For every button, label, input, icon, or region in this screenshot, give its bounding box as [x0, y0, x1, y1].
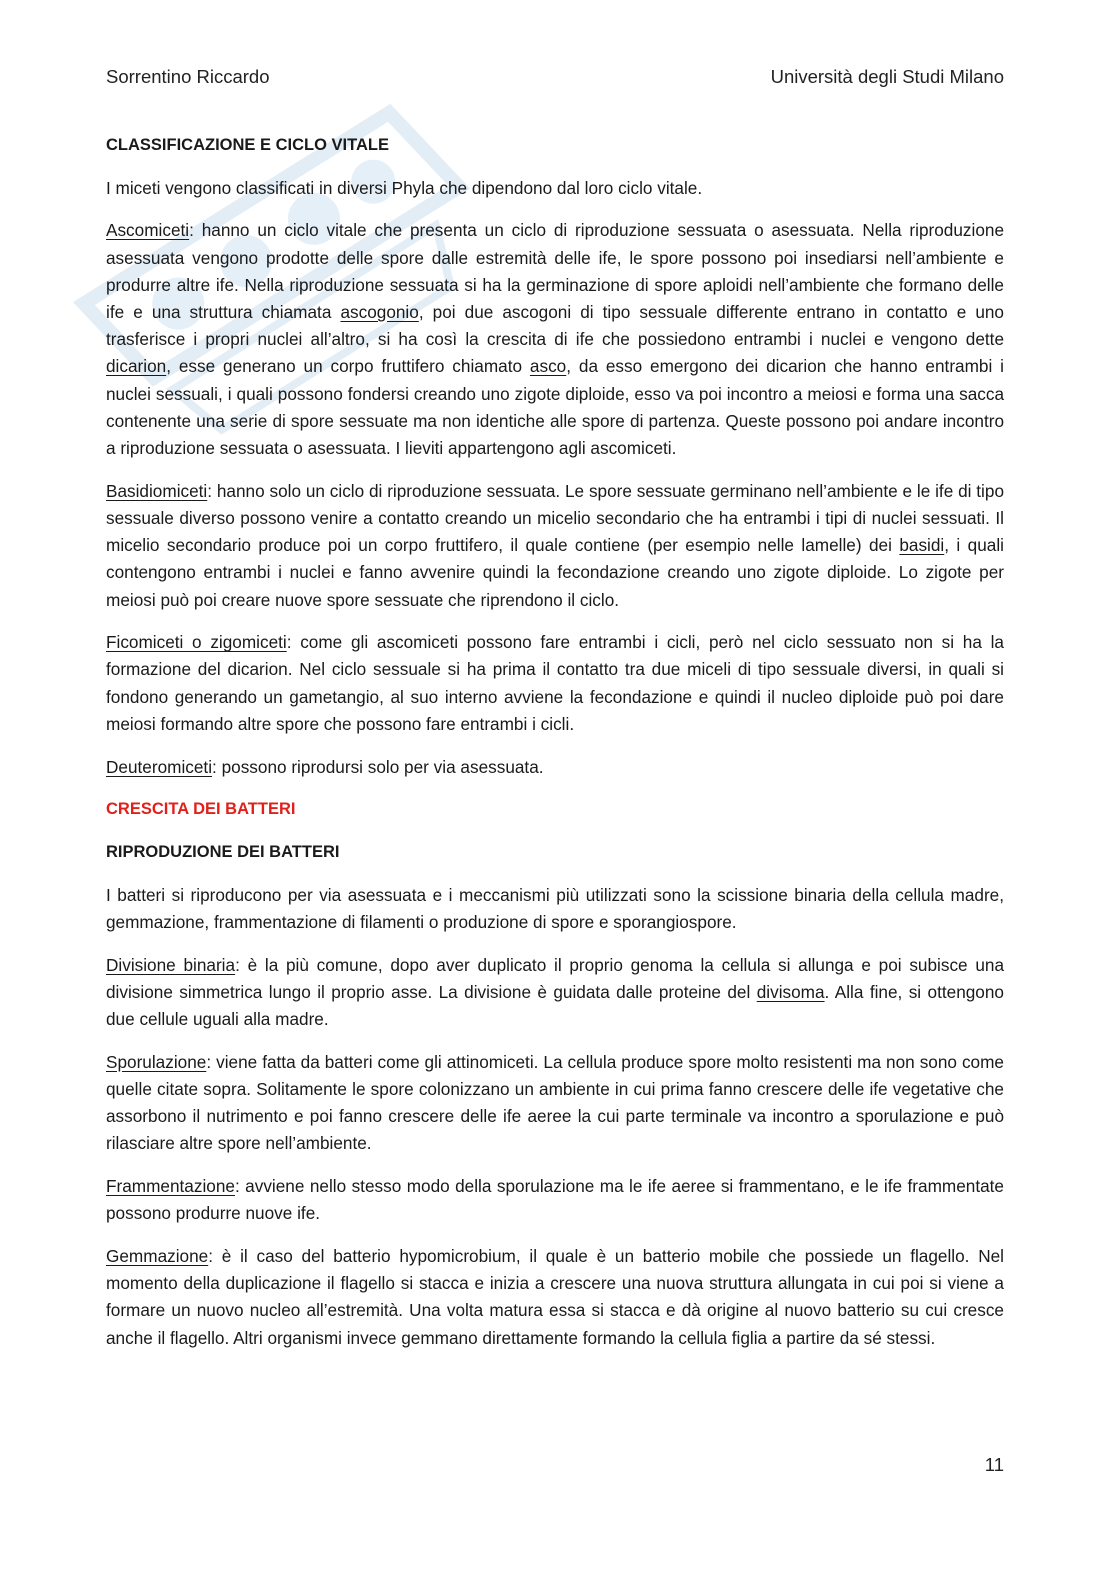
paragraph-frammentazione: Frammentazione: avviene nello stesso modo della sporulazione ma le ife aeree si frammentano, e le ife frammentate possono produrre nuove ife. [106, 1176, 1004, 1224]
paragraph-intro: I miceti vengono classificati in diversi Phyla che dipendono dal loro ciclo vitale. [106, 177, 703, 198]
page-number: 11 [984, 1454, 1004, 1475]
term-asco: asco [529, 356, 567, 377]
paragraph-ascomiceti: Ascomiceti: hanno un ciclo vitale che presenta un ciclo di riproduzione sessuata o asessuata. Nella riproduzione asessuata vengono prodotte delle spore dalle estremità delle ife, le spore possono poi insediarsi nell’ambiente e produrre altre ife. Nella riproduzione sessuata si ha la germinazione di spore aploidi nell’ambiente che formano delle ife e una struttura chiamata ascogonio, poi due ascogoni di tipo sessuale differente entrano in contatto e uno trasferisce i propri nuclei all’altro, si ha così la crescita di ife che possiedono entrambi i nuclei e vengono dette dicarion, esse generano un corpo fruttifero chiamato asco, da esso emergono dei dicarion che hanno entrambi i nuclei sessuali, i quali possono fondersi creando uno zigote diploide, esso va poi incontro a meiosi e forma una sacca contenente una serie di spore sessuate ma non identiche alle spore di partenza. Queste possono poi andare incontro a riproduzione sessuata o asessuata. I lieviti appartengono agli ascomiceti. [106, 220, 1004, 459]
paragraph-divisione: Divisione binaria: è la più comune, dopo aver duplicato il proprio genoma la cellula si allunga e poi subisce una divisione simmetrica lungo il proprio asse. La divisione è guidata dalle proteine del divisoma. Alla fine, si ottengono due cellule uguali alla madre. [106, 954, 1005, 1029]
header-university: Università degli Studi Milano [770, 66, 1004, 87]
section-title-riproduzione: RIPRODUZIONE DEI BATTERI [106, 842, 340, 861]
term-basidiomiceti: Basidiomiceti [106, 480, 208, 501]
term-basidi: basidi [899, 535, 945, 556]
term-ficomiceti: Ficomiceti o zigomiceti [106, 632, 287, 653]
paragraph-gemmazione: Gemmazione: è il caso del batterio hypomicrobium, il quale è un batterio mobile che possiede un flagello. Nel momento della duplicazione il flagello si stacca e inizia a crescere una nuova struttura allungata in cui poi si viene a formare un nuovo nucleo all’estremità. Una volta matura essa si stacca e dà origine al nuovo batterio su cui cresce anche il flagello. Altri organismi invece gemmano direttamente formando la cellula figlia a partire da sé stessi. [106, 1245, 1004, 1348]
term-divisoma: divisoma [756, 981, 825, 1002]
paragraph-deuteromiceti: Deuteromiceti: possono riprodursi solo per via asessuata. [106, 756, 544, 777]
section-title-crescita: CRESCITA DEI BATTERI [106, 800, 296, 819]
term-deuteromiceti: Deuteromiceti [106, 756, 213, 777]
paragraph-ficomiceti: Ficomiceti o zigomiceti: come gli ascomiceti possono fare entrambi i cicli, però nel ciclo sessuato non si ha la formazione del dicarion. Nel ciclo sessuale si ha prima il contatto tra due miceli di tipo sessuale diversi, in quali si fondono generando un gametangio, al suo interno avviene la fecondazione e quindi il nucleo diploide può poi dare meiosi formando altre spore che possono fare entrambi i cicli. [106, 632, 1004, 734]
term-frammentazione: Frammentazione [106, 1176, 235, 1196]
term-ascogonio: ascogonio [340, 302, 419, 323]
paragraph-sporulazione: Sporulazione: viene fatta da batteri come gli attinomiceti. La cellula produce spore molto resistenti ma non sono come quelle citate sopra. Solitamente le spore colonizzano un ambiente in cui prima fanno crescere delle ife vegetative che assorbono il nutrimento e poi fanno crescere delle ife aeree la cui parte terminale va incontro a sporulazione e può rilasciare altre spore nell’ambiente. [106, 1051, 1004, 1154]
header-author: Sorrentino Riccardo [106, 66, 270, 87]
term-ascomiceti: Ascomiceti [106, 220, 190, 241]
paragraph-batteri-intro: I batteri si riproducono per via asessuata e i meccanismi più utilizzati sono la scissione binaria della cellula madre, gemmazione, frammentazione di filamenti o produzione di spore e sporangiospore. [106, 884, 1004, 932]
page-content [106, 132, 1004, 1367]
term-sporulazione: Sporulazione [106, 1051, 207, 1072]
term-gemmazione: Gemmazione [106, 1245, 209, 1266]
paragraph-basidiomiceti: Basidiomiceti: hanno solo un ciclo di riproduzione sessuata. Le spore sessuate germinano nell’ambiente e le ife di tipo sessuale diverso possono venire a contatto creando un micelio secondario che ha entrambi i tipi di nuclei sessuati. Il micelio secondario produce poi un corpo fruttifero, il quale contiene (per esempio nelle lamelle) dei basidi, i quali contengono entrambi i nuclei e fanno avvenire quindi la fecondazione creando uno zigote diploide. Lo zigote per meiosi può poi creare nuove spore sessuate che riprendono il ciclo. [106, 480, 1004, 610]
section-title-classificazione: CLASSIFICAZIONE E CICLO VITALE [106, 136, 389, 154]
term-dicarion: dicarion [106, 356, 167, 377]
term-divisione-binaria: Divisione binaria [106, 954, 236, 975]
